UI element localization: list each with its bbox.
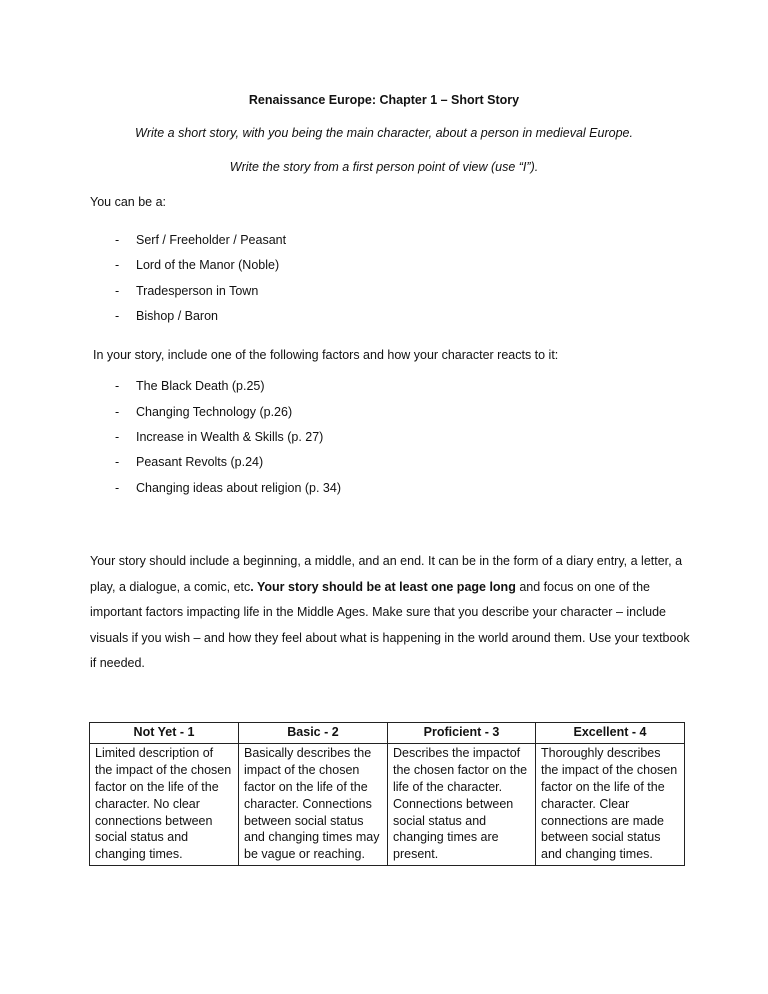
story-instructions-paragraph [90, 549, 690, 677]
rubric-header-proficient: Proficient - 3 [388, 723, 536, 744]
table-row [90, 743, 685, 865]
bullet-dash: - [115, 405, 120, 419]
bullet-dash: - [115, 455, 120, 469]
factors-intro: In your story, include one of the following factors and how your character reacts to it: [93, 348, 559, 362]
role-label: Serf / Freeholder / Peasant [136, 233, 287, 247]
rubric-header-row [90, 723, 685, 744]
factor-label: Changing ideas about religion (p. 34) [136, 481, 341, 495]
paragraph-text: Your story should include a beginning, a middle, and an end. It can be in the form of a diary entry, a letter, a play, a dialogue, a comic, etc [90, 554, 683, 594]
bullet-dash: - [115, 481, 120, 495]
bullet-dash: - [115, 379, 120, 393]
instruction-line-1: Write a short story, with you being the main character, about a person in medieval Europe. [135, 126, 633, 140]
rubric-cell-basic: Basically describes the impact of the chosen factor on the life of the character. Connections between social status and changing times may be vague or reaching. [239, 743, 388, 865]
roles-intro: You can be a: [90, 195, 166, 209]
bullet-dash: - [115, 284, 120, 298]
factor-label: Increase in Wealth & Skills (p. 27) [136, 430, 324, 444]
document-title: Renaissance Europe: Chapter 1 – Short Story [248, 93, 520, 107]
rubric-table [89, 722, 685, 866]
instruction-line-2: Write the story from a first person point of view (use “I”). [229, 160, 539, 174]
factor-label: The Black Death (p.25) [136, 379, 265, 393]
bullet-dash: - [115, 258, 120, 272]
rubric-cell-not-yet: Limited description of the impact of the chosen factor on the life of the character. No clear connections between social status and changing times. [90, 743, 239, 865]
paragraph-text: and focus on one of the important factors impacting life in the Middle Ages. Make sure that you describe your character – include visuals if you wish – and how they feel about what is happening in the world around them. Use your textbook if needed. [90, 579, 690, 670]
rubric-header-basic: Basic - 2 [239, 723, 388, 744]
bullet-dash: - [115, 233, 120, 247]
rubric-header-not-yet: Not Yet - 1 [90, 723, 239, 744]
factor-label: Peasant Revolts (p.24) [136, 455, 264, 469]
role-label: Lord of the Manor (Noble) [136, 258, 280, 272]
paragraph-emphasis: . Your story should be at least one page long [250, 579, 516, 594]
bullet-dash: - [115, 309, 120, 323]
bullet-dash: - [115, 430, 120, 444]
rubric-cell-excellent: Thoroughly describes the impact of the chosen factor on the life of the character. Clear connections are made between social status and changing times. [536, 743, 685, 865]
rubric-cell-proficient: Describes the impactof the chosen factor on the life of the character. Connections between social status and changing times are present. [388, 743, 536, 865]
role-label: Tradesperson in Town [136, 284, 259, 298]
role-label: Bishop / Baron [136, 309, 218, 323]
factor-label: Changing Technology (p.26) [136, 405, 293, 419]
rubric-header-excellent: Excellent - 4 [536, 723, 685, 744]
